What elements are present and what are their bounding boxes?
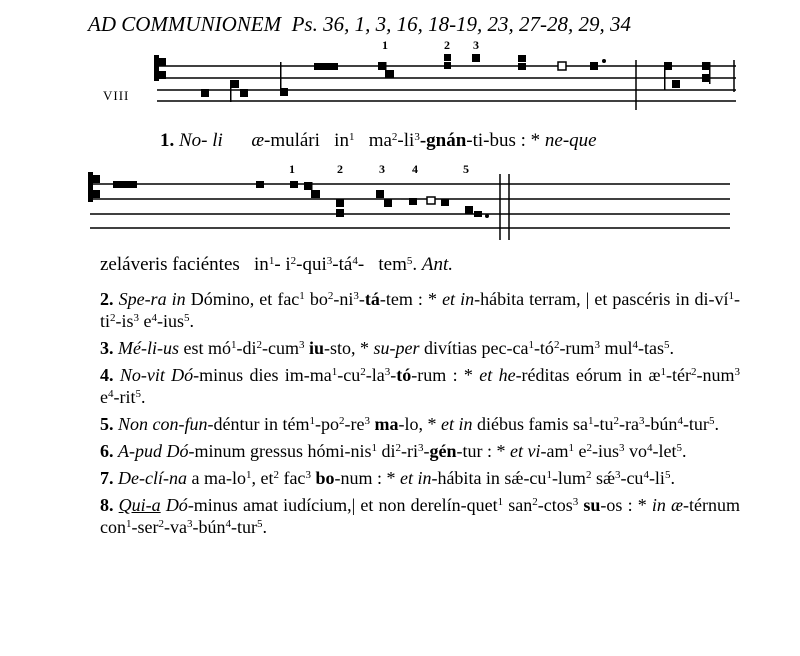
verse: 8. Qui-a Dó-minus amat iudícium,| et non derelín-quet$^1$ san$^2$-ctos$^3$ su-os : * in æ-térnum $con^1-ser^2-va^3-bún^4-tur^5$.	[100, 495, 741, 537]
verse: 7. De-clí-na a $ma-lo^1$, $et^2$ fac$^3$ bo-num : * et in-hábita in $sǽ-cu^1-lum^2$ $sǽ^3-cu^4-li^5$.	[100, 468, 675, 488]
verse: 5. Non con-fun-déntur in $tém^1-po^2-re^3$ ma-lo, * et in diébus famis $sa^1-tu^2-ra^3-bún^4-tur^5$.	[100, 414, 719, 434]
staff-1-bars	[636, 60, 734, 110]
lyric: in	[254, 254, 269, 275]
staff-1-clef	[154, 55, 166, 81]
lyric: tem	[378, 254, 407, 275]
lyric: zeláveris faciéntes	[100, 254, 240, 275]
staff1-number: 1	[382, 38, 388, 52]
accent-number: 2	[290, 255, 297, 267]
lyric: æ-	[251, 130, 271, 151]
lyric: ne-que	[544, 130, 597, 151]
psalm-reference: Ps. 36, 1, 3, 16, 18-19, 23, 27-28, 29, 34	[291, 12, 632, 36]
accent-number: 3	[326, 255, 333, 267]
lyric: -	[357, 254, 365, 275]
staff2-number: 2	[337, 162, 343, 176]
lyric: -ti-bus : *	[466, 130, 545, 151]
accent-number: 1	[268, 255, 275, 267]
lyric: No- li	[179, 130, 223, 151]
staff1-number: 3	[473, 38, 479, 52]
lyric: -qui	[296, 254, 327, 275]
lyric: -tá	[332, 254, 353, 275]
verse: 4. No-vit Dó-minus dies $im-ma^1-cu^2-la^3-tó$-rum : * et he-réditas eórum in $æ^1-tér^2-num^3$ $e^4-rit^5$.	[100, 365, 740, 407]
accent-number: 2	[391, 131, 398, 143]
lyric: -li	[397, 130, 415, 151]
staff-2	[90, 184, 730, 228]
header-title: AD COMMUNIONEM	[88, 12, 282, 36]
accent-number: 3	[414, 131, 420, 143]
mode-label: VIII	[103, 88, 130, 103]
lyrics-line-1	[160, 130, 597, 152]
verse: 2. Spe-ra in Dómino, et fac$^1$ $bo^2-ni^3-tá$-tem : * et in-hábita terram, | et pascéris in $di-ví^1-ti^2-is^3$ $e^4-ius^5$.	[100, 289, 741, 331]
antiphon-marker: Ant.	[421, 254, 454, 275]
verse: 3. Mé-li-us est $mó^1-di^2-cum^3$ iu-sto, * su-per divítias pec-$ca^1-tó^2-rum^3$ mul$^4$-tas$^5$.	[100, 338, 674, 358]
lyric: - i	[274, 254, 291, 275]
lyric: in	[334, 130, 349, 151]
lyric: ma	[368, 130, 392, 151]
lyrics-line-2	[100, 254, 453, 276]
staff1-number: 2	[444, 38, 450, 52]
lyric: mulári	[270, 130, 320, 151]
accent-number: 5	[406, 255, 413, 267]
verse-number: 1.	[160, 130, 175, 151]
accent-number: 4	[352, 255, 358, 267]
lyric: -gnán	[419, 130, 467, 151]
staff-2-clef	[88, 172, 100, 202]
lyric: .	[412, 254, 422, 275]
verse: 6. A-pud Dó-minum gressus hómi-nis$^1$ $di^2-ri^3-gén$-tur : * et $vi-am^1$ $e^2-ius^3$ $vo^4-let^5$.	[100, 441, 687, 461]
staff2-number: 1	[289, 162, 295, 176]
accent-number: 1	[348, 131, 355, 143]
staff2-number: 3	[379, 162, 385, 176]
staff2-number: 5	[463, 162, 469, 176]
psalm-verses	[100, 288, 740, 543]
staff2-number: 4	[412, 162, 418, 176]
